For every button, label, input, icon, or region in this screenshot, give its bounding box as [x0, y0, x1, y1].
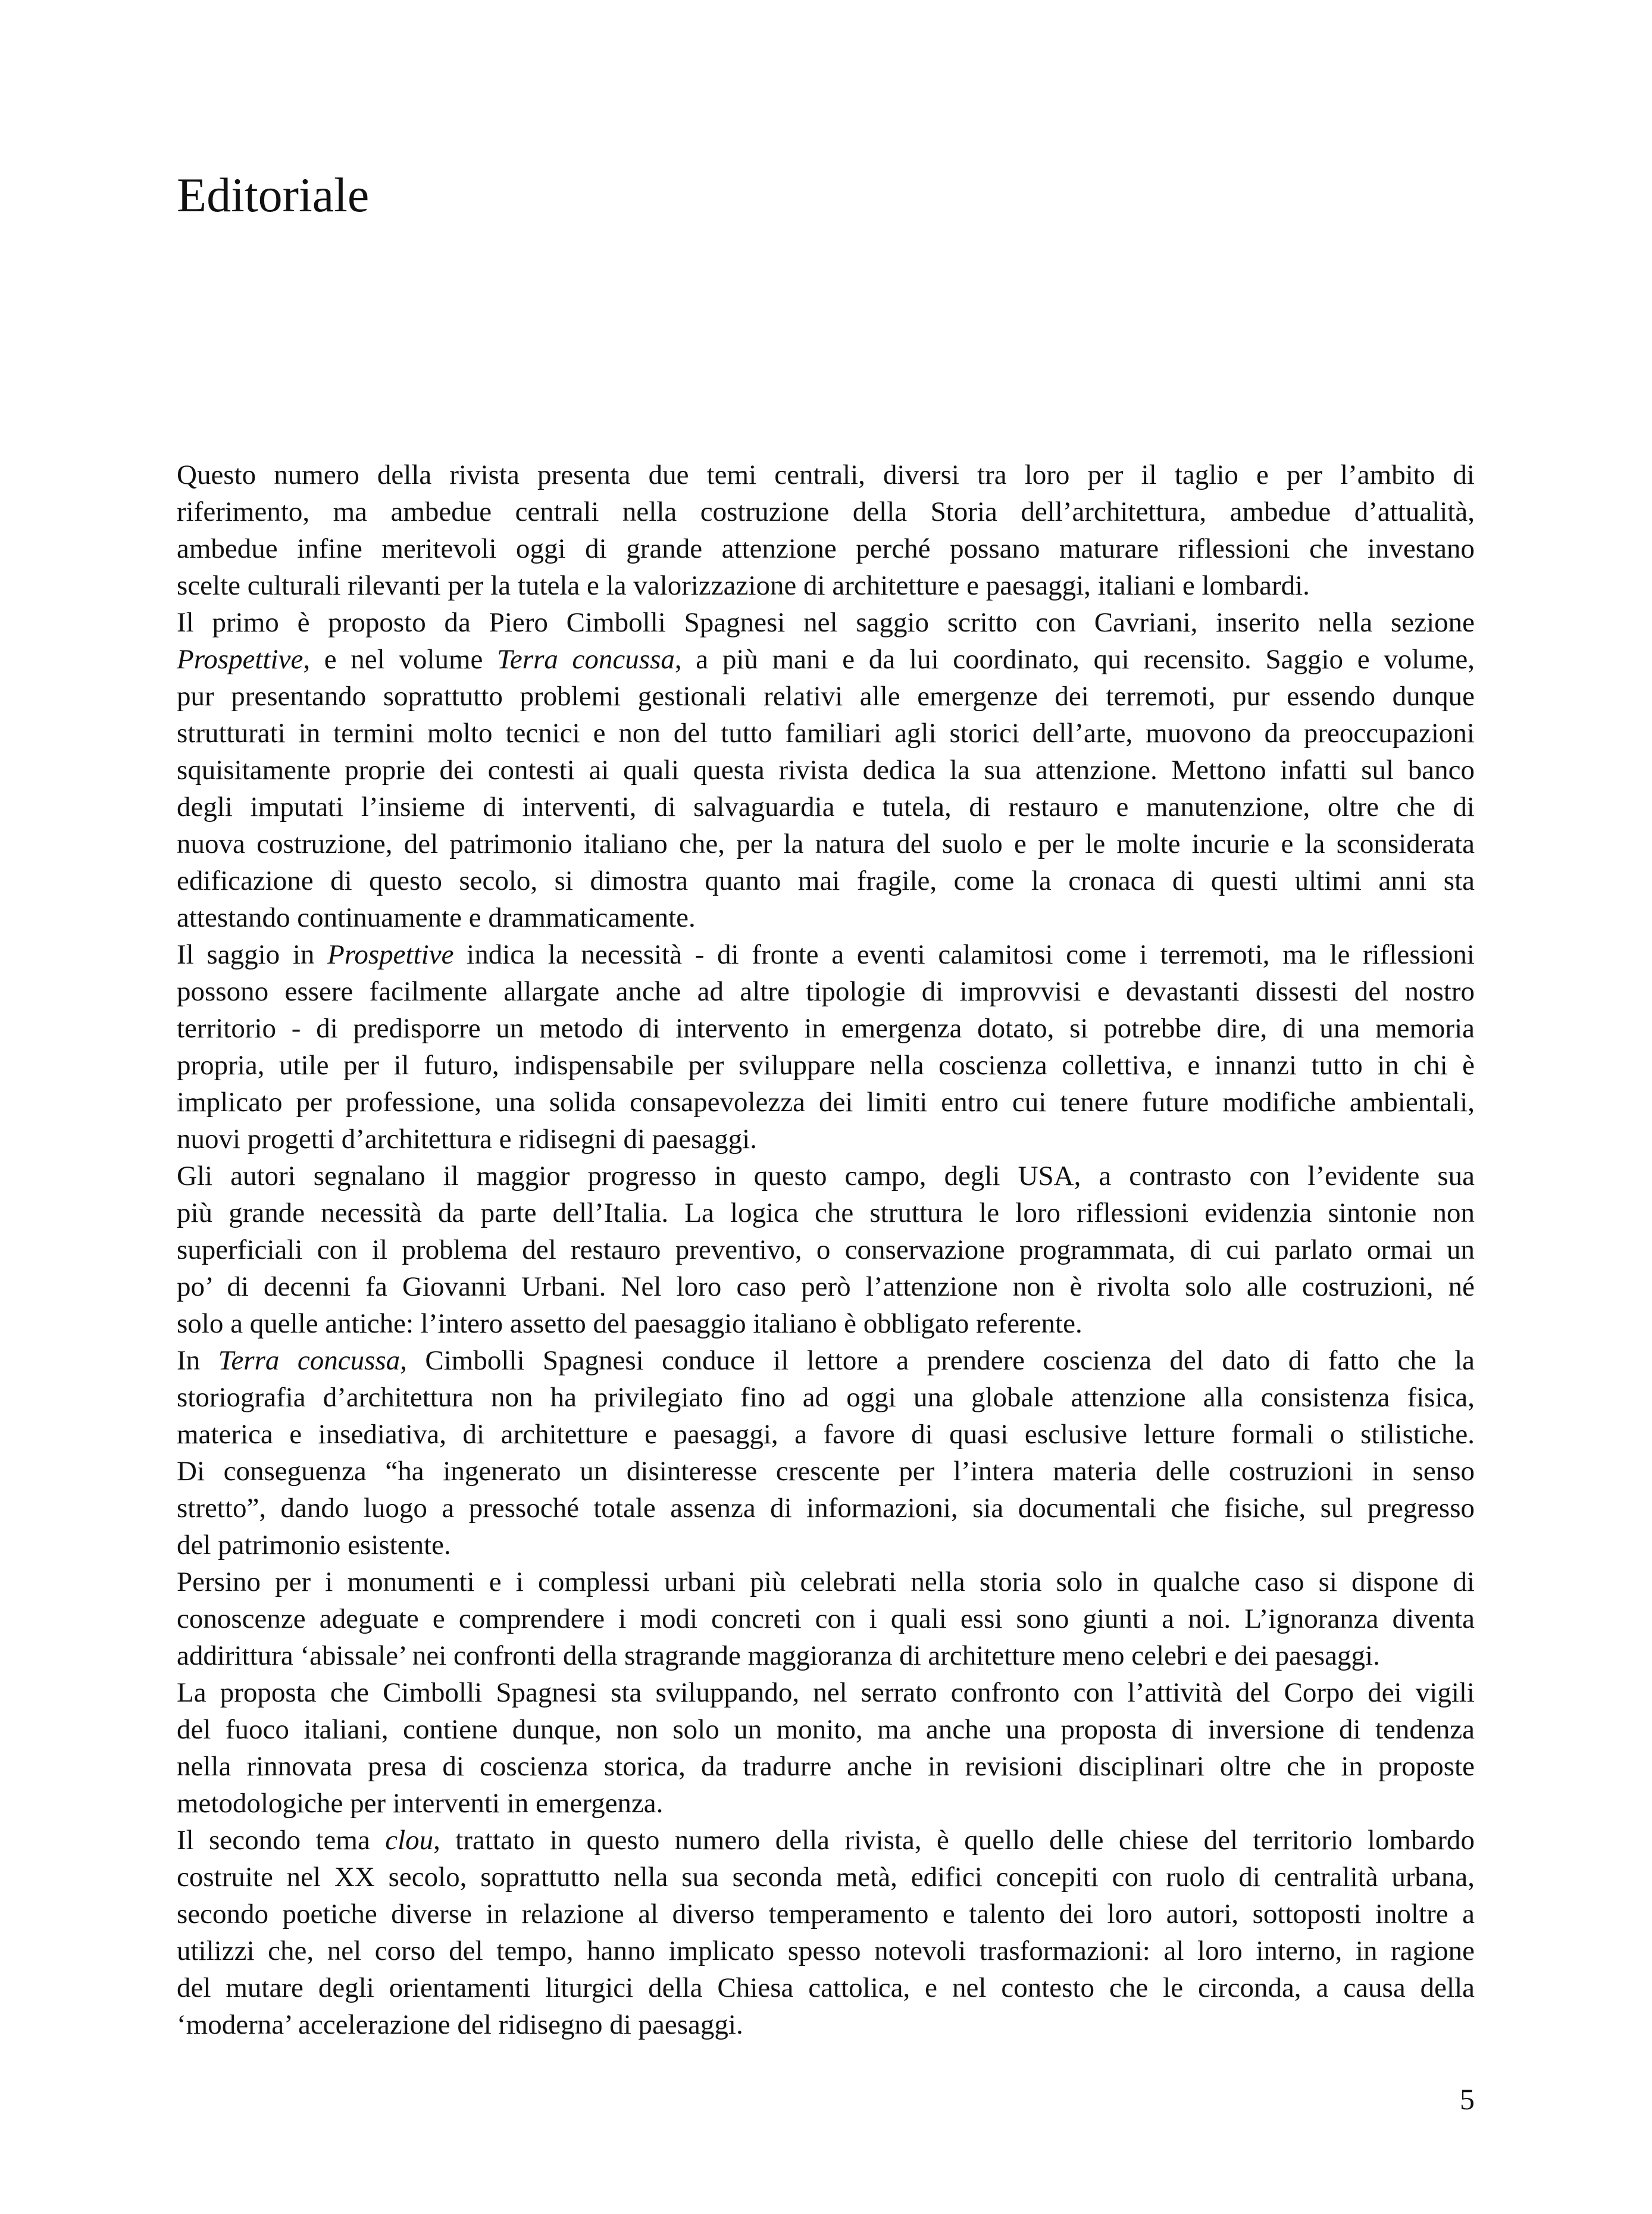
text-line — [177, 1047, 1475, 1084]
text-line — [177, 1969, 1475, 2006]
text-line — [177, 1194, 1475, 1231]
text-run: indica la necessità - di fronte a eventi calamitosi come i terremoti, ma le riflessioni — [453, 939, 1475, 970]
text-run: In — [177, 1345, 218, 1376]
paragraph — [177, 456, 1475, 604]
text-run: Questo numero della rivista presenta due temi centrali, diversi tra loro per il taglio e per l’ambito di — [177, 459, 1475, 490]
text-run: strutturati in termini molto tecnici e non del tutto familiari agli storici dell’arte, muovono da preoccupazioni — [177, 718, 1475, 749]
text-run: costruite nel XX secolo, soprattutto nella sua seconda metà, edifici concepiti con ruolo di centralità urbana, — [177, 1862, 1475, 1893]
paragraph — [177, 1563, 1475, 1674]
text-run: nella rinnovata presa di coscienza storica, da tradurre anche in revisioni disciplinari oltre che in proposte — [177, 1751, 1475, 1782]
text-line — [177, 1490, 1475, 1527]
paragraph — [177, 1822, 1475, 2043]
text-line — [177, 2006, 1475, 2043]
paragraph — [177, 1674, 1475, 1822]
text-run: po’ di decenni fa Giovanni Urbani. Nel loro caso però l’attenzione non è rivolta solo alle costruzioni, né — [177, 1271, 1475, 1302]
text-run: propria, utile per il futuro, indispensabile per sviluppare nella coscienza collettiva, e innanzi tutto in chi è — [177, 1050, 1475, 1081]
text-line — [177, 456, 1475, 493]
text-run: Persino per i monumenti e i complessi urbani più celebrati nella storia solo in qualche caso si dispone di — [177, 1566, 1475, 1597]
text-line — [177, 1896, 1475, 1932]
text-run: superficiali con il problema del restauro preventivo, o conservazione programmata, di cui parlato ormai un — [177, 1234, 1475, 1265]
text-run: addirittura ‘abissale’ nei confronti della stragrande maggioranza di architetture meno celebri e dei paesaggi. — [177, 1640, 1380, 1671]
text-line — [177, 1711, 1475, 1748]
text-line — [177, 1305, 1475, 1342]
text-run: pur presentando soprattutto problemi gestionali relativi alle emergenze dei terremoti, pur essendo dunque — [177, 681, 1475, 712]
text-line — [177, 1600, 1475, 1637]
text-line — [177, 1859, 1475, 1896]
text-run: edificazione di questo secolo, si dimostra quanto mai fragile, come la cronaca di questi ultimi anni sta — [177, 865, 1475, 896]
text-line — [177, 678, 1475, 715]
text-line — [177, 1748, 1475, 1785]
text-line — [177, 825, 1475, 862]
editorial-body — [177, 456, 1475, 2043]
text-run: Di conseguenza “ha ingenerato un disinteresse crescente per l’intera materia delle costruzioni in senso — [177, 1456, 1475, 1487]
paragraph — [177, 1342, 1475, 1563]
italic-title: Terra concussa — [218, 1345, 401, 1376]
text-run: nuova costruzione, del patrimonio italiano che, per la natura del suolo e per le molte incurie e la sconsiderata — [177, 828, 1475, 859]
text-line — [177, 1563, 1475, 1600]
text-line — [177, 789, 1475, 825]
text-line — [177, 641, 1475, 678]
text-run: ‘moderna’ accelerazione del ridisegno di paesaggi. — [177, 2009, 743, 2040]
page-title: Editoriale — [177, 168, 370, 222]
page-number: 5 — [1460, 2082, 1475, 2116]
text-run: Il secondo tema — [177, 1825, 386, 1856]
italic-title: Prospettive — [177, 644, 304, 675]
text-run: , Cimbolli Spagnesi conduce il lettore a prendere coscienza del dato di fatto che la — [400, 1345, 1475, 1376]
text-run: possono essere facilmente allargate anche ad altre tipologie di improvvisi e devastanti dissesti del nostro — [177, 976, 1475, 1007]
text-line — [177, 973, 1475, 1010]
text-line — [177, 567, 1475, 604]
text-line — [177, 1637, 1475, 1674]
text-line — [177, 1416, 1475, 1453]
text-run: solo a quelle antiche: l’intero assetto del paesaggio italiano è obbligato referente. — [177, 1308, 1082, 1339]
italic-title: clou — [385, 1825, 434, 1856]
text-run: nuovi progetti d’architettura e ridisegni di paesaggi. — [177, 1124, 757, 1155]
text-run: , a più mani e da lui coordinato, qui recensito. Saggio e volume, — [674, 644, 1475, 675]
text-run: stretto”, dando luogo a pressoché totale assenza di informazioni, sia documentali che fisiche, sul pregresso — [177, 1493, 1475, 1524]
text-run: ambedue infine meritevoli oggi di grande attenzione perché possano maturare riflessioni che investano — [177, 533, 1475, 564]
text-run: squisitamente proprie dei contesti ai quali questa rivista dedica la sua attenzione. Mettono infatti sul banco — [177, 755, 1475, 786]
text-run: del patrimonio esistente. — [177, 1530, 451, 1561]
text-run: metodologiche per interventi in emergenza. — [177, 1788, 664, 1819]
paragraph — [177, 1158, 1475, 1342]
italic-title: Prospettive — [327, 939, 454, 970]
text-run: Il saggio in — [177, 939, 328, 970]
text-line — [177, 1342, 1475, 1379]
text-line — [177, 1010, 1475, 1047]
text-line — [177, 715, 1475, 752]
text-run: conoscenze adeguate e comprendere i modi concreti con i quali essi sono giunti a noi. L’ignoranza diventa — [177, 1603, 1475, 1634]
text-run: utilizzi che, nel corso del tempo, hanno implicato spesso notevoli trasformazioni: al loro interno, in ragione — [177, 1935, 1475, 1966]
text-line — [177, 936, 1475, 973]
text-run: Il primo è proposto da Piero Cimbolli Spagnesi nel saggio scritto con Cavriani, inserito nella sezione — [177, 607, 1475, 638]
text-run: secondo poetiche diverse in relazione al diverso temperamento e talento dei loro autori, sottoposti inoltre a — [177, 1899, 1475, 1930]
text-run: degli imputati l’insieme di interventi, di salvaguardia e tutela, di restauro e manutenzione, oltre che di — [177, 792, 1475, 823]
text-line — [177, 1785, 1475, 1822]
text-line — [177, 1822, 1475, 1859]
text-line — [177, 1268, 1475, 1305]
text-line — [177, 1084, 1475, 1121]
text-line — [177, 1932, 1475, 1969]
text-line — [177, 1674, 1475, 1711]
text-run: implicato per professione, una solida consapevolezza dei limiti entro cui tenere future modifiche ambientali, — [177, 1087, 1475, 1118]
paragraph — [177, 936, 1475, 1158]
text-run: storiografia d’architettura non ha privilegiato fino ad oggi una globale attenzione alla consistenza fisica, — [177, 1382, 1475, 1413]
text-run: riferimento, ma ambedue centrali nella costruzione della Storia dell’architettura, ambedue d’attualità, — [177, 496, 1475, 527]
text-line — [177, 1231, 1475, 1268]
paragraph — [177, 604, 1475, 936]
text-line — [177, 1453, 1475, 1490]
text-run: attestando continuamente e drammaticamente. — [177, 902, 696, 933]
text-run: , e nel volume — [303, 644, 498, 675]
italic-title: Terra concussa — [497, 644, 675, 675]
text-run: Gli autori segnalano il maggior progresso in questo campo, degli USA, a contrasto con l’evidente sua — [177, 1161, 1475, 1192]
text-line — [177, 1158, 1475, 1194]
text-run: scelte culturali rilevanti per la tutela e la valorizzazione di architetture e paesaggi, italiani e lombardi. — [177, 570, 1310, 601]
text-run: territorio - di predisporre un metodo di intervento in emergenza dotato, si potrebbe dire, di una memoria — [177, 1013, 1475, 1044]
text-line — [177, 1121, 1475, 1158]
text-run: del mutare degli orientamenti liturgici della Chiesa cattolica, e nel contesto che le circonda, a causa della — [177, 1972, 1475, 2003]
text-run: materica e insediativa, di architetture e paesaggi, a favore di quasi esclusive letture formali o stilistiche. — [177, 1419, 1475, 1450]
text-line — [177, 604, 1475, 641]
text-line — [177, 752, 1475, 789]
text-line — [177, 862, 1475, 899]
text-run: più grande necessità da parte dell’Italia. La logica che struttura le loro riflessioni evidenzia sintonie non — [177, 1197, 1475, 1228]
text-line — [177, 530, 1475, 567]
text-run: , trattato in questo numero della rivista, è quello delle chiese del territorio lombardo — [433, 1825, 1475, 1856]
text-run: La proposta che Cimbolli Spagnesi sta sviluppando, nel serrato confronto con l’attività del Corpo dei vigili — [177, 1677, 1475, 1708]
text-line — [177, 899, 1475, 936]
text-line — [177, 1527, 1475, 1563]
text-run: del fuoco italiani, contiene dunque, non solo un monito, ma anche una proposta di inversione di tendenza — [177, 1714, 1475, 1745]
text-line — [177, 1379, 1475, 1416]
text-line — [177, 493, 1475, 530]
